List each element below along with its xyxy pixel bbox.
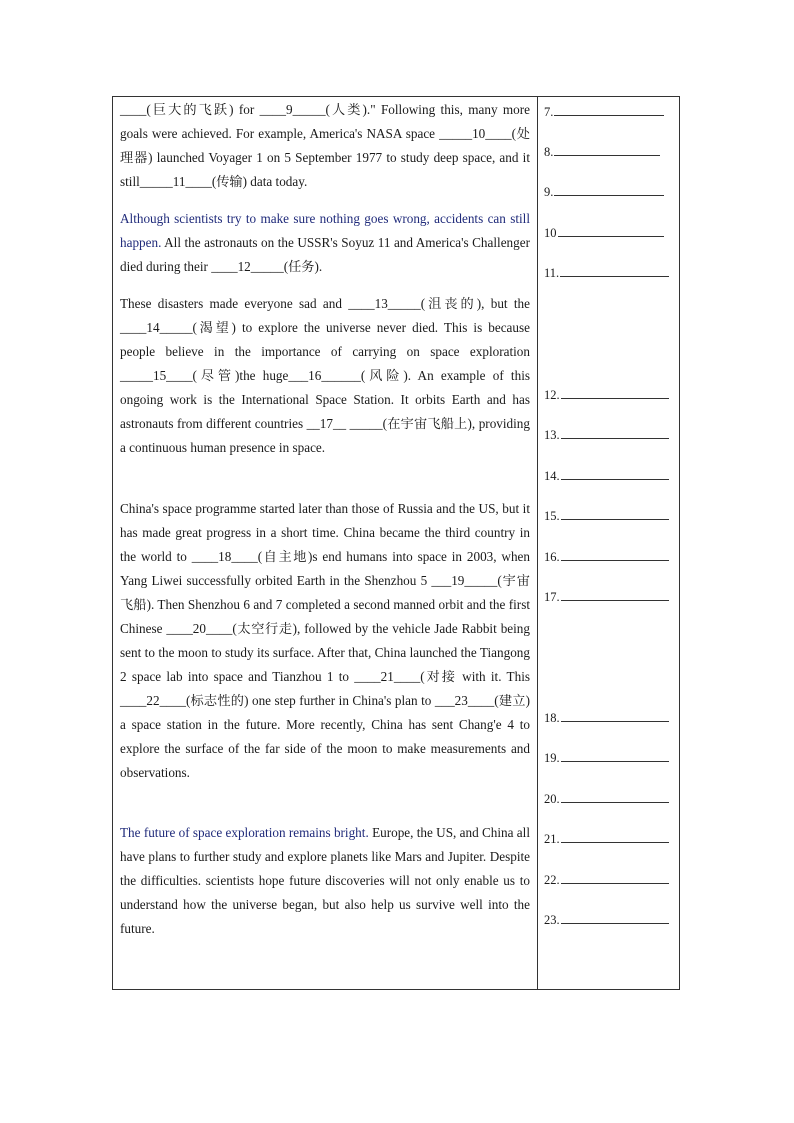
paragraph-5: The future of space exploration remains bright. Europe, the US, and China all have plans to further study and explore planets like Mars and Jupiter. Despite the difficulties. scientists hope future discoveries will not only enable us to understand how the universe began, but also help us survive well into the future. <box>120 825 530 936</box>
worksheet-table <box>112 96 680 990</box>
paragraph-1: ____(巨大的飞跃) for ____9_____(人类)." Following this, many more goals were achieved. For example, America's NASA space _____10____(处理器) launched Voyager 1 on 5 September 1977 to study deep space, and it still_____11____(传输) data today. <box>120 102 530 189</box>
answer-line-22[interactable]: 22. <box>544 872 669 888</box>
answer-line-8[interactable]: 8. <box>544 144 660 160</box>
column-divider <box>537 97 538 989</box>
answer-line-21[interactable]: 21. <box>544 831 669 847</box>
answer-line-18[interactable]: 18. <box>544 710 669 726</box>
answer-line-23[interactable]: 23. <box>544 912 669 928</box>
answer-line-17[interactable]: 17. <box>544 589 669 605</box>
answer-line-11[interactable]: 11. <box>544 265 669 281</box>
answer-line-16[interactable]: 16. <box>544 549 669 565</box>
answer-line-10[interactable]: 10 <box>544 225 664 241</box>
answer-line-9[interactable]: 9. <box>544 184 664 200</box>
answer-line-7[interactable]: 7. <box>544 104 664 120</box>
paragraph-2: Although scientists try to make sure nothing goes wrong, accidents can still happen. All the astronauts on the USSR's Soyuz 11 and America's Challenger died during their ____12_____(任务). <box>120 211 530 274</box>
answer-line-19[interactable]: 19. <box>544 750 669 766</box>
paragraph-4: China's space programme started later than those of Russia and the US, but it has made great progress in a short time. China became the third country in the world to ____18____(自主地)s end humans into space in 2003, when Yang Liwei successfully orbited Earth in the Shenzhou 5 ___19_____(宇宙飞船). Then Shenzhou 6 and 7 completed a second manned orbit and the first Chinese ____20____(太空行走), followed by the vehicle Jade Rabbit being sent to the moon to study its surface. After that, China launched the Tiangong 2 space lab into space and Tianzhou 1 to ____21____(对接 with it. This ____22____(标志性的) one step further in China's plan to ___23____(建立) a space station in the future. More recently, China has sent Chang'e 4 to explore the surface of the far side of the moon to make measurements and observations. <box>120 501 530 780</box>
paragraph-3: These disasters made everyone sad and ____13_____(沮丧的), but the ____14_____(渴望) to explore the universe never died. This is because people believe in the importance of carrying on space exploration _____15____(尽管)the huge___16______(风险). An example of this ongoing work is the International Space Station. It orbits Earth and has astronauts from different countries __17__ _____(在宇宙飞船上), providing a continuous human presence in space. <box>120 296 530 455</box>
answer-line-13[interactable]: 13. <box>544 427 669 443</box>
answer-line-14[interactable]: 14. <box>544 468 669 484</box>
answer-line-20[interactable]: 20. <box>544 791 669 807</box>
answer-line-12[interactable]: 12. <box>544 387 669 403</box>
answer-line-15[interactable]: 15. <box>544 508 669 524</box>
